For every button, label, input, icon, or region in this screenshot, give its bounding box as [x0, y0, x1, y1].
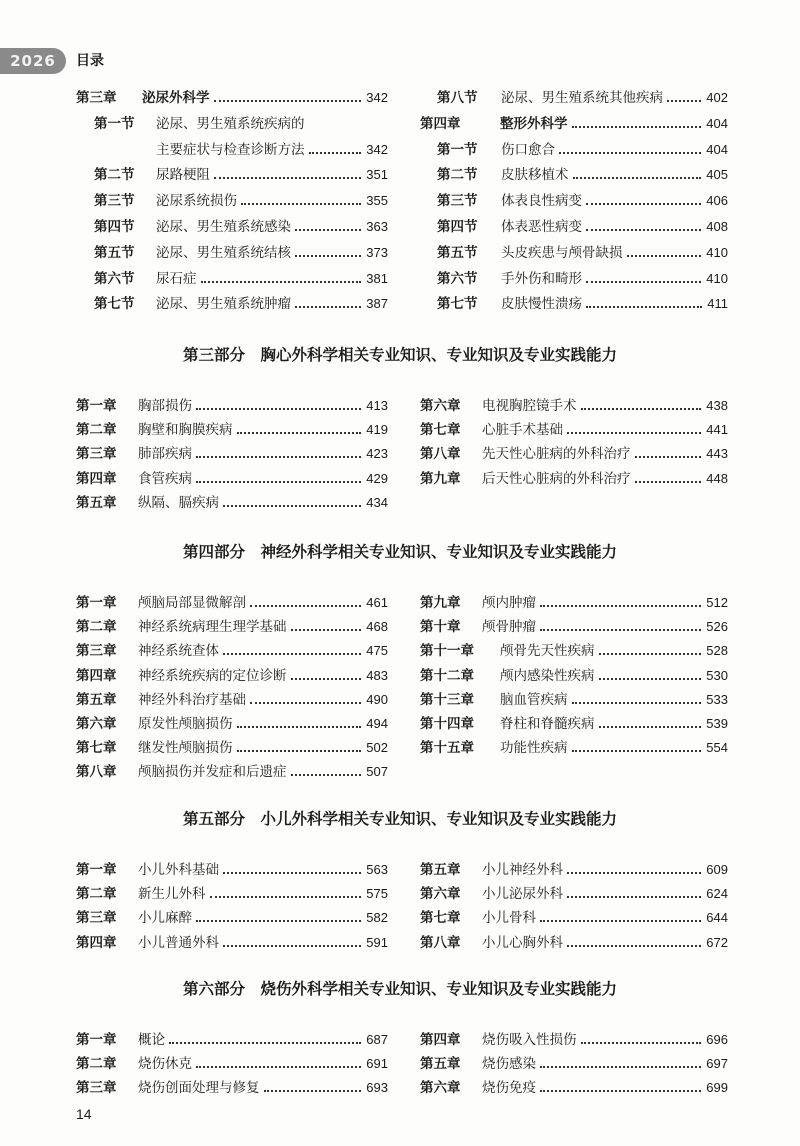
toc-entry-label: 第一节	[437, 141, 478, 158]
toc-entry-label: 第七节	[437, 296, 478, 313]
dot-leader	[241, 202, 361, 205]
toc-entry-page: 575	[366, 886, 388, 902]
dot-leader	[291, 773, 362, 776]
toc-entry	[76, 617, 388, 637]
toc-entry-page: 381	[366, 270, 388, 286]
toc-entry-page: 475	[366, 643, 388, 659]
toc-entry-page: 530	[706, 667, 728, 683]
dot-leader	[223, 871, 361, 874]
toc-entry-label: 第五章	[76, 494, 117, 511]
dot-leader	[540, 628, 701, 631]
dot-leader	[586, 228, 701, 231]
toc-entry-title: 小儿骨科	[482, 910, 536, 927]
toc-entry-label: 第十五章	[420, 740, 474, 757]
toc-entry-label: 第五章	[420, 1056, 461, 1073]
toc-entry-page: 441	[706, 422, 728, 438]
toc-entry	[76, 860, 388, 880]
toc-entry-page: 448	[706, 470, 728, 486]
toc-entry-label: 第七章	[420, 422, 461, 439]
toc-entry-label: 第十二章	[420, 667, 474, 684]
toc-entry-title: 心脏手术基础	[482, 422, 563, 439]
dot-leader	[540, 919, 701, 922]
toc-entry	[94, 243, 388, 263]
toc-entry	[76, 908, 388, 928]
toc-entry	[76, 762, 388, 782]
toc-entry-label: 第三章	[76, 446, 117, 463]
dot-leader	[540, 1065, 701, 1068]
toc-entry-title: 食管疾病	[138, 470, 192, 487]
toc-entry-title: 小儿麻醉	[138, 910, 192, 927]
toc-entry-title: 泌尿、男生殖系统疾病的	[156, 115, 305, 132]
toc-entry-title: 颅脑损伤并发症和后遗症	[138, 764, 287, 781]
dot-leader	[237, 431, 362, 434]
toc-entry-page: 609	[706, 862, 728, 877]
toc-entry-title: 概论	[138, 1032, 165, 1048]
toc-entry-title: 颅骨肿瘤	[482, 619, 536, 636]
toc-entry-title: 皮肤移植术	[501, 167, 569, 184]
toc-entry-label: 第二节	[94, 167, 135, 184]
toc-entry	[76, 1054, 388, 1074]
toc-entry	[420, 884, 728, 904]
toc-entry-label: 第十三章	[420, 691, 474, 708]
part-heading: 第五部分 小儿外科学相关专业知识、专业知识及专业实践能力	[182, 810, 617, 828]
dot-leader	[573, 176, 702, 179]
toc-entry	[94, 191, 388, 211]
toc-entry	[437, 88, 728, 108]
toc-entry-label: 第三章	[76, 90, 117, 106]
toc-entry-title: 尿路梗阻	[156, 167, 210, 184]
toc-entry-title: 脑血管疾病	[500, 691, 568, 708]
toc-entry-title: 尿石症	[156, 270, 197, 287]
toc-entry-page: 468	[366, 619, 388, 635]
toc-entry-title: 泌尿、男生殖系统肿瘤	[156, 296, 291, 313]
dot-leader	[223, 944, 361, 947]
toc-entry-page: 554	[706, 740, 728, 756]
toc-entry-label: 第七章	[76, 740, 117, 757]
toc-entry-label: 第九章	[420, 595, 461, 611]
dot-leader	[196, 480, 361, 483]
toc-entry-page: 507	[366, 764, 388, 780]
toc-entry-page: 405	[706, 167, 728, 183]
toc-entry-page: 423	[366, 446, 388, 462]
toc-entry-page: 404	[706, 141, 728, 157]
dot-leader	[223, 504, 361, 507]
toc-entry-title: 颅内感染性疾病	[500, 667, 595, 684]
toc-entry-title: 神经系统疾病的定位诊断	[138, 667, 287, 684]
toc-entry-page: 363	[366, 219, 388, 234]
toc-entry-page: 526	[706, 619, 728, 635]
toc-entry	[94, 217, 388, 237]
toc-entry	[94, 294, 388, 314]
toc-entry	[420, 469, 728, 489]
toc-entry-title: 泌尿、男生殖系统其他疾病	[501, 90, 663, 106]
toc-entry	[76, 690, 388, 710]
toc-entry-title: 体表良性病变	[501, 193, 582, 210]
toc-entry-label: 第七章	[420, 910, 461, 927]
toc-entry	[76, 666, 388, 686]
toc-entry-title: 电视胸腔镜手术	[482, 398, 577, 414]
toc-entry-label: 第五章	[420, 862, 461, 878]
toc-entry-title: 神经外科治疗基础	[138, 691, 246, 708]
toc-entry-page: 696	[706, 1032, 728, 1047]
toc-entry-title: 肺部疾病	[138, 446, 192, 463]
toc-entry-label: 第九章	[420, 470, 461, 487]
toc-entry	[420, 1054, 728, 1074]
toc-entry-page: 644	[706, 910, 728, 926]
toc-entry	[76, 420, 388, 440]
dot-leader	[291, 677, 362, 680]
toc-entry-label: 第四章	[420, 1032, 461, 1048]
dot-leader	[635, 455, 702, 458]
toc-entry-page: 461	[366, 595, 388, 610]
toc-entry-title: 纵隔、膈疾病	[138, 494, 219, 511]
toc-entry-label: 第五章	[76, 691, 117, 708]
toc-entry	[94, 165, 388, 185]
toc-entry	[76, 1078, 388, 1098]
dot-leader	[196, 919, 361, 922]
toc-entry-title: 体表恶性病变	[501, 219, 582, 235]
toc-entry-title: 神经系统查体	[138, 643, 219, 660]
dot-leader	[567, 944, 701, 947]
toc-entry-page: 539	[706, 716, 728, 731]
toc-entry	[420, 593, 728, 613]
toc-entry	[437, 269, 728, 289]
year-badge: 2026	[0, 48, 66, 74]
toc-entry-label: 第四节	[94, 219, 135, 235]
toc-entry-label: 第二章	[76, 1056, 117, 1073]
toc-entry	[76, 593, 388, 613]
dot-leader	[581, 1041, 702, 1044]
dot-leader	[540, 1089, 701, 1092]
toc-entry	[76, 469, 388, 489]
dot-leader	[210, 895, 362, 898]
dot-leader	[196, 1065, 361, 1068]
toc-entry-title: 小儿神经外科	[482, 862, 563, 878]
toc-entry-page: 483	[366, 667, 388, 683]
dot-leader	[586, 305, 702, 308]
toc-entry-label: 第五节	[437, 244, 478, 261]
toc-entry-label: 第六节	[94, 270, 135, 287]
toc-entry	[76, 714, 388, 734]
toc-entry-title: 泌尿、男生殖系统结核	[156, 244, 291, 261]
toc-entry-label: 第一章	[76, 1032, 117, 1048]
toc-entry-page: 342	[366, 90, 388, 105]
toc-entry	[94, 114, 388, 134]
toc-entry-page: 591	[366, 934, 388, 950]
toc-entry-label: 第三节	[437, 193, 478, 210]
dot-leader	[237, 749, 362, 752]
toc-entry-label: 第一节	[94, 115, 135, 132]
toc-entry-label: 第八章	[76, 764, 117, 781]
dot-leader	[214, 176, 361, 179]
toc-entry	[76, 884, 388, 904]
toc-entry-label: 第十章	[420, 619, 461, 636]
toc-entry-title: 烧伤吸入性损伤	[482, 1032, 577, 1048]
toc-entry-page: 355	[366, 193, 388, 209]
toc-entry	[437, 243, 728, 263]
toc-entry-label: 第四章	[420, 115, 461, 132]
toc-entry	[437, 140, 728, 160]
dot-leader	[586, 202, 701, 205]
toc-entry-title: 颅内肿瘤	[482, 595, 536, 611]
toc-entry-label: 第六章	[420, 398, 461, 414]
toc-entry-page: 413	[366, 398, 388, 413]
toc-entry-page: 410	[706, 244, 728, 260]
toc-entry-title: 原发性颅脑损伤	[138, 716, 233, 732]
toc-entry-label: 第四章	[76, 934, 117, 951]
toc-entry-page: 512	[706, 595, 728, 610]
toc-entry-page: 387	[366, 296, 388, 312]
dot-leader	[291, 628, 362, 631]
dot-leader	[295, 305, 361, 308]
toc-entry-title: 伤口愈合	[501, 141, 555, 158]
dot-leader	[214, 99, 362, 102]
toc-entry-title: 小儿泌尿外科	[482, 886, 563, 903]
dot-leader	[599, 725, 702, 728]
dot-leader	[196, 407, 361, 410]
running-header	[0, 48, 800, 74]
toc-entry-page: 624	[706, 886, 728, 902]
dot-leader	[169, 1041, 361, 1044]
toc-entry-title: 胸壁和胸膜疾病	[138, 422, 233, 439]
toc-entry-title: 皮肤慢性溃疡	[501, 296, 582, 313]
toc-entry	[420, 114, 728, 134]
toc-entry-page: 406	[706, 193, 728, 209]
toc-entry	[420, 1078, 728, 1098]
dot-leader	[196, 455, 361, 458]
toc-entry-page: 351	[366, 167, 388, 183]
toc-entry-page: 528	[706, 643, 728, 659]
toc-entry-title: 整形外科学	[500, 115, 568, 132]
toc-entry-title: 先天性心脏病的外科治疗	[482, 446, 631, 463]
toc-entry	[420, 714, 728, 734]
toc-entry-label: 第二节	[437, 167, 478, 184]
dot-leader	[201, 280, 362, 283]
toc-entry-title: 烧伤休克	[138, 1056, 192, 1073]
toc-entry	[420, 908, 728, 928]
dot-leader	[295, 228, 361, 231]
toc-entry-label: 第十一章	[420, 643, 474, 660]
toc-entry-title: 神经系统病理生理学基础	[138, 619, 287, 636]
toc-entry-label: 第三章	[76, 910, 117, 927]
toc-entry-page: 490	[366, 691, 388, 707]
toc-entry-page: 687	[366, 1032, 388, 1047]
toc-entry	[437, 191, 728, 211]
toc-entry-title: 烧伤创面处理与修复	[138, 1080, 260, 1097]
toc-entry-label: 第四章	[76, 470, 117, 487]
toc-entry-page: 408	[706, 219, 728, 234]
toc-entry	[76, 444, 388, 464]
toc-entry	[94, 269, 388, 289]
toc-entry-page: 691	[366, 1056, 388, 1072]
toc-entry-page: 563	[366, 862, 388, 877]
toc-entry-label: 第三章	[76, 643, 117, 660]
dot-leader	[264, 1089, 362, 1092]
dot-leader	[567, 895, 701, 898]
toc-entry-label: 第四节	[437, 219, 478, 235]
dot-leader	[627, 254, 702, 257]
toc-entry-label: 第七节	[94, 296, 135, 313]
toc-entry	[420, 420, 728, 440]
toc-entry	[437, 165, 728, 185]
toc-entry	[76, 396, 388, 416]
toc-entry-title: 胸部损伤	[138, 398, 192, 414]
toc-entry-title: 烧伤免疫	[482, 1080, 536, 1097]
toc-entry-page: 693	[366, 1080, 388, 1096]
toc-entry-title: 后天性心脏病的外科治疗	[482, 470, 631, 487]
toc-entry-title: 手外伤和畸形	[501, 270, 582, 287]
dot-leader	[599, 677, 702, 680]
toc-entry-label: 第八节	[437, 90, 478, 106]
dot-leader	[572, 749, 702, 752]
toc-entry	[437, 294, 728, 314]
toc-entry	[420, 444, 728, 464]
toc-entry-page: 533	[706, 691, 728, 707]
toc-entry-page: 434	[366, 494, 388, 510]
dot-leader	[572, 125, 702, 128]
toc-entry-label: 第六章	[420, 886, 461, 903]
toc-entry-page: 697	[706, 1056, 728, 1072]
dot-leader	[667, 99, 701, 102]
toc-entry-title: 泌尿系统损伤	[156, 193, 237, 210]
toc-entry-label: 第六节	[437, 270, 478, 287]
toc-entry	[76, 641, 388, 661]
toc-entry-label: 第五节	[94, 244, 135, 261]
toc-entry-page: 502	[366, 740, 388, 756]
toc-entry-page: 404	[706, 115, 728, 131]
toc-entry-title: 主要症状与检查诊断方法	[156, 141, 305, 158]
toc-entry-page: 443	[706, 446, 728, 462]
dot-leader	[599, 652, 702, 655]
toc-entry	[420, 690, 728, 710]
toc-entry	[420, 396, 728, 416]
toc-entry-page: 438	[706, 398, 728, 413]
toc-entry-label: 第六章	[76, 716, 117, 732]
dot-leader	[635, 480, 702, 483]
toc-entry-label: 第二章	[76, 422, 117, 439]
toc-entry-page: 410	[706, 270, 728, 286]
dot-leader	[250, 701, 361, 704]
dot-leader	[295, 254, 361, 257]
toc-entry-page: 402	[706, 90, 728, 105]
toc-entry-title: 泌尿、男生殖系统感染	[156, 219, 291, 235]
toc-entry-label: 第一章	[76, 398, 117, 414]
toc-entry-page: 411	[707, 296, 728, 312]
toc-entry	[420, 666, 728, 686]
dot-leader	[559, 151, 701, 154]
dot-leader	[237, 725, 362, 728]
toc-entry-label: 第十四章	[420, 716, 474, 732]
dot-leader	[250, 604, 361, 607]
part-heading: 第三部分 胸心外科学相关专业知识、专业知识及专业实践能力	[182, 346, 617, 364]
dot-leader	[581, 407, 702, 410]
toc-entry-page: 494	[366, 716, 388, 731]
toc-entry-title: 继发性颅脑损伤	[138, 740, 233, 757]
toc-entry-title: 新生儿外科	[138, 886, 206, 903]
toc-entry-label: 第三章	[76, 1080, 117, 1097]
toc-entry-title: 烧伤感染	[482, 1056, 536, 1073]
part-heading: 第六部分 烧伤外科学相关专业知识、专业知识及专业实践能力	[182, 980, 617, 998]
toc-entry-label: 第二章	[76, 886, 117, 903]
toc-entry	[437, 217, 728, 237]
toc-entry-label: 第一章	[76, 595, 117, 611]
toc-entry-label: 第八章	[420, 934, 461, 951]
toc-entry	[94, 140, 388, 160]
dot-leader	[567, 871, 701, 874]
header-title: 目录	[76, 53, 104, 69]
toc-entry	[420, 860, 728, 880]
toc-entry-title: 泌尿外科学	[142, 90, 210, 106]
toc-entry-title: 脊柱和脊髓疾病	[500, 716, 595, 732]
toc-entry	[420, 738, 728, 758]
toc-entry	[420, 617, 728, 637]
toc-entry-page: 373	[366, 244, 388, 260]
dot-leader	[309, 151, 362, 154]
toc-entry	[76, 493, 388, 513]
toc-entry-page: 429	[366, 470, 388, 486]
toc-entry	[420, 1030, 728, 1050]
toc-entry-page: 342	[366, 141, 388, 157]
toc-entry-label: 第四章	[76, 667, 117, 684]
toc-entry-title: 功能性疾病	[500, 740, 568, 757]
part-heading: 第四部分 神经外科学相关专业知识、专业知识及专业实践能力	[182, 543, 617, 561]
dot-leader	[572, 701, 702, 704]
toc-entry-label: 第八章	[420, 446, 461, 463]
toc-entry-page: 419	[366, 422, 388, 438]
toc-entry	[76, 933, 388, 953]
toc-entry-label: 第三节	[94, 193, 135, 210]
toc-entry	[76, 738, 388, 758]
toc-entry-label: 第六章	[420, 1080, 461, 1097]
dot-leader	[586, 280, 701, 283]
toc-entry-label: 第一章	[76, 862, 117, 878]
toc-entry	[76, 1030, 388, 1050]
toc-entry-title: 小儿心胸外科	[482, 934, 563, 951]
toc-entry-title: 颅骨先天性疾病	[500, 643, 595, 660]
toc-entry-page: 699	[706, 1080, 728, 1096]
dot-leader	[223, 652, 361, 655]
toc-entry-page: 582	[366, 910, 388, 926]
toc-entry	[420, 933, 728, 953]
toc-entry-title: 小儿外科基础	[138, 862, 219, 878]
toc-entry-label: 第二章	[76, 619, 117, 636]
dot-leader	[540, 604, 701, 607]
toc-entry-page: 672	[706, 934, 728, 950]
toc-entry	[420, 641, 728, 661]
toc-entry-title: 颅脑局部显微解剖	[138, 595, 246, 611]
dot-leader	[567, 431, 701, 434]
toc-entry-title: 小儿普通外科	[138, 934, 219, 951]
page-number: 14	[76, 1106, 92, 1122]
toc-entry-title: 头皮疾患与颅骨缺损	[501, 244, 623, 261]
toc-entry	[76, 88, 388, 108]
